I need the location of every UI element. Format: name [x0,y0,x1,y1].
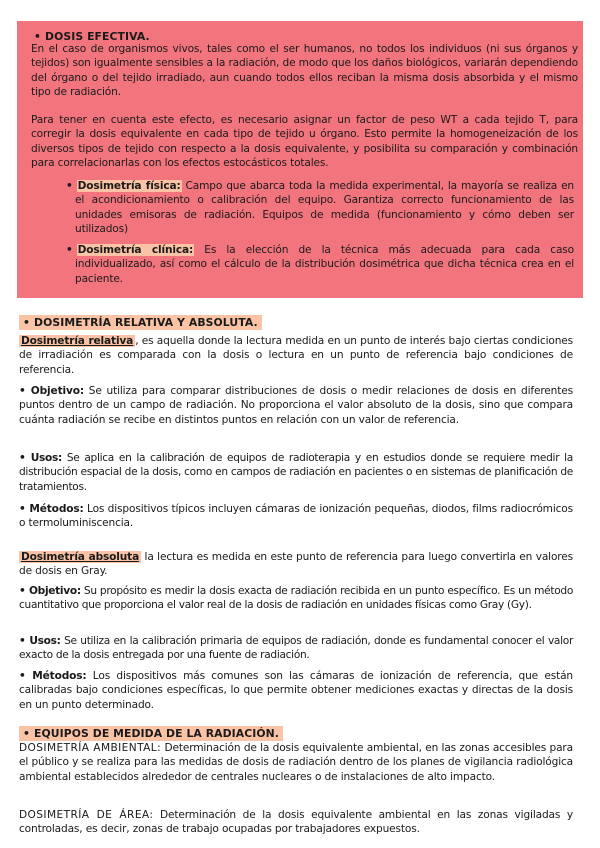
relativa-objetivo: • Objetivo: Se utiliza para comparar distribuciones de dosis o medir relaciones de dosis en diferentes puntos dentro de un campo de radiación. No proporciona el valor absoluto de la dosis, sino que compara cuánta radiación se recibe en distintos puntos en relación con un valor de referencia. [19,385,573,426]
relativa-absoluta-heading: • DOSIMETRÍA RELATIVA Y ABSOLUTA. [19,315,262,330]
dosimetria-fisica-label: Dosimetría física: [77,180,181,192]
relativa-absoluta-heading-row [19,311,573,330]
relativa-metodos: • Métodos: Los dispositivos típicos incluyen cámaras de ionización pequeñas, diodos, films radiocrómicos o termoluminiscencia. [19,503,573,530]
absoluta-definition: Dosimetría absoluta la lectura es medida en este punto de referencia para luego convertirla en valores de dosis en Gray. [19,551,573,578]
dosimetria-clinica-label: Dosimetría clínica: [77,244,194,256]
dosimetria-clinica-item: • Dosimetría clínica: Es la elección de la técnica más adecuada para cada caso individualizado, así como el cálculo de la distribución dosimétrica que dicha técnica crea en el paciente. [66,244,574,285]
dosis-efectiva-heading: • DOSIS EFECTIVA. [34,30,150,43]
equipos-heading: • EQUIPOS DE MEDIDA DE LA RADIACIÓN. [19,726,283,741]
dosimetria-absoluta-label: Dosimetría absoluta [21,551,140,563]
relativa-definition: Dosimetría relativa , es aquella donde la lectura medida en un punto de interés bajo ciertas condiciones de irradiación es comparada con la dosis o lectura en un punto de referencia bajo condiciones de referencia. [19,335,573,376]
dosimetria-fisica-item: • Dosimetría física: Campo que abarca toda la medida experimental, la mayoría se realiza en el acondicionamiento o calibración del equipo. Garantiza correcto funcionamiento de las unidades emisoras de radiación. Equipos de medida (funcionamiento y cómo deben ser utilizados) [66,180,574,235]
dosimetria-ambiental: DOSIMETRÍA AMBIENTAL: Determinación de la dosis equivalente ambiental, en las zonas accesibles para el público y se realiza para las medidas de dosis de radiación dentro de los planes de vigilancia radiológica ambiental establecidos alrededor de centrales nucleares o de instalaciones de alto impacto. [19,742,573,783]
dosis-efectiva-para1: En el caso de organismos vivos, tales como el ser humanos, no todos los individuos (ni sus órganos y tejidos) son igualmente sensibles a la radiación, de modo que los daños biológicos, variarán dependiendo del órgano o del tejido irradiado, aun cuando todos ellos reciban la misma dosis absorbida y el mismo tipo de radiación. [31,43,578,98]
absoluta-objetivo: • Objetivo: Su propósito es medir la dosis exacta de radiación recibida en un punto específico. Es un método cuantitativo que proporciona el valor real de la dosis de radiación en unidades físicas como Gray (Gy). [19,585,574,612]
absoluta-metodos: • Métodos: Los dispositivos más comunes son las cámaras de ionización de referencia, que están calibradas bajo condiciones específicas, lo que permite obtener mediciones exactas y directas de la dosis en un punto determinado. [19,670,573,711]
equipos-heading-row [19,722,573,741]
dosimetria-area: DOSIMETRÍA DE ÁREA: Determinación de la dosis equivalente ambiental en las zonas vigiladas y controladas, es decir, zonas de trabajo ocupadas por trabajadores expuestos. [19,809,573,836]
absoluta-usos: • Usos: Se utiliza en la calibración primaria de equipos de radiación, donde es fundamental conocer el valor exacto de la dosis entregada por una fuente de radiación. [19,635,573,662]
dosis-efectiva-para2: Para tener en cuenta este efecto, es necesario asignar un factor de peso WT a cada tejido T, para corregir la dosis equivalente en cada tipo de tejido u órgano. Esto permite la homogeneización de los diversos tipos de tejido con respecto a la dosis equivalente, y posibilita su comparación y combinación para correlacionarlas con los efectos estocásticos totales. [31,114,578,169]
relativa-usos: • Usos: Se aplica en la calibración de equipos de radioterapia y en estudios donde se requiere medir la distribución espacial de la dosis, como en campos de radiación en pacientes o en sistemas de planificación de tratamientos. [19,452,573,493]
dosimetria-relativa-label: Dosimetría relativa [21,335,134,347]
